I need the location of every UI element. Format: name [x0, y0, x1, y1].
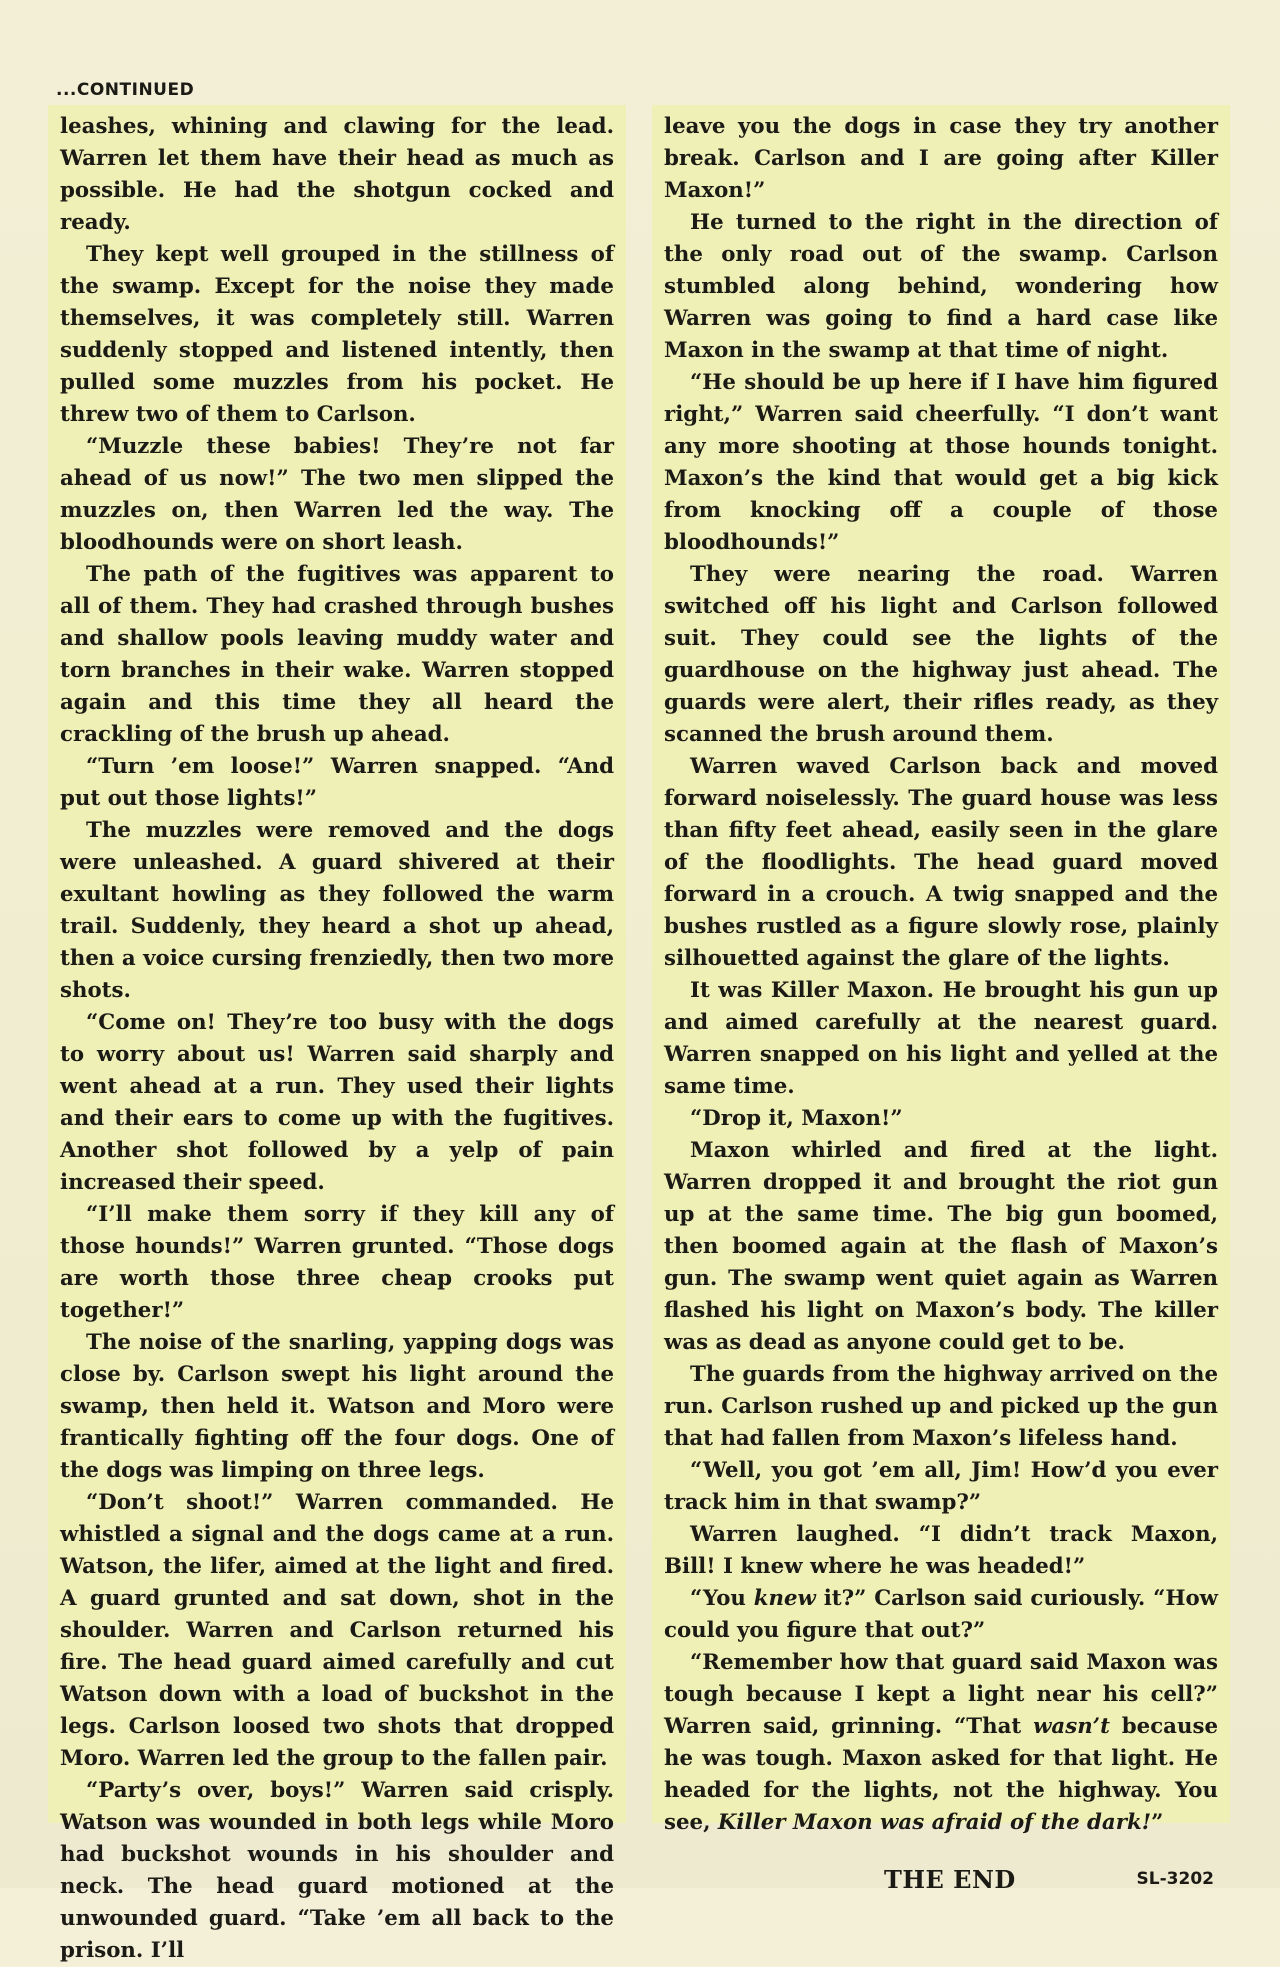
- text-run: it?” Carlson said curiously. “How could you figure that out?”: [664, 1586, 1218, 1643]
- paragraph: The path of the fugitives was apparent to all of them. They had crashed through bushes and shallow pools leaving muddy water and torn branches in their wake. Warren stopped again and this time they all heard the crackling of the brush up ahead.: [60, 562, 614, 747]
- paragraph: The noise of the snarling, yapping dogs was close by. Carlson swept his light around the swamp, then held it. Watson and Moro were frantically fighting off the four dogs. One of the dogs was limping on three legs.: [60, 1330, 614, 1483]
- paragraph: “Drop it, Maxon!”: [690, 1106, 903, 1131]
- paragraph: “Well, you got ’em all, Jim! How’d you ever track him in that swamp?”: [664, 1458, 1218, 1515]
- paragraph: leashes, whining and clawing for the lead. Warren let them have their head as much as possible. He had the shotgun cocked and ready.: [60, 114, 614, 235]
- text-run: because he was tough. Maxon asked for that light. He headed for the lights, not the highway. You see,: [664, 1714, 1218, 1835]
- text-run: “You: [690, 1586, 754, 1611]
- emphasis-knew: knew: [753, 1586, 816, 1611]
- paragraph: “Turn ’em loose!” Warren snapped. “And put out those lights!”: [60, 754, 614, 811]
- paragraph: “Don’t shoot!” Warren commanded. He whistled a signal and the dogs came at a run. Watson, the lifer, aimed at the light and fired. A guard grunted and sat down, shot in the shoulder. Warren and Carlson returned his fire. The head guard aimed carefully and cut Watson down with a load of buckshot in the legs. Carlson loosed two shots that dropped Moro. Warren led the group to the fallen pair.: [60, 1490, 614, 1771]
- paragraph: “Come on! They’re too busy with the dogs to worry about us! Warren said sharply and went ahead at a run. They used their lights and their ears to come up with the fugitives. Another shot followed by a yelp of pain increased their speed.: [60, 1010, 614, 1195]
- end-row: [664, 1865, 1218, 1905]
- right-text-column: [652, 105, 1230, 1894]
- paragraph: “He should be up here if I have him figured right,” Warren said cheerfully. “I don’t want any more shooting at those hounds tonight. Maxon’s the kind that would get a big kick from knocking off a couple of those bloodhounds!”: [664, 370, 1218, 555]
- emphasis-wasnt: wasn’t: [1033, 1714, 1110, 1739]
- paragraph: He turned to the right in the direction of the only road out of the swamp. Carlson stumbled along behind, wondering how Warren was going to find a hard case like Maxon in the swamp at that time of night.: [664, 210, 1218, 363]
- paragraph: The muzzles were removed and the dogs were unleashed. A guard shivered at their exultant howling as they followed the warm trail. Suddenly, they heard a shot up ahead, then a voice cursing frenziedly, then two more shots.: [60, 818, 614, 1003]
- story-code: SL-3202: [1136, 1869, 1214, 1889]
- paragraph: leave you the dogs in case they try another break. Carlson and I are going after Killer Maxon!”: [664, 114, 1218, 203]
- paragraph: They kept well grouped in the stillness of the swamp. Except for the noise they made themselves, it was completely still. Warren suddenly stopped and listened intently, then pulled some muzzles from his pocket. He threw two of them to Carlson.: [60, 242, 614, 427]
- left-text-column: [48, 105, 626, 1963]
- paragraph: “I’ll make them sorry if they kill any of those hounds!” Warren grunted. “Those dogs are worth those three cheap crooks put together!”: [60, 1202, 614, 1323]
- paragraph: [664, 1647, 1218, 1839]
- paragraph: Warren waved Carlson back and moved forward noiselessly. The guard house was less than fifty feet ahead, easily seen in the glare of the floodlights. The head guard moved forward in a crouch. A twig snapped and the bushes rustled as a figure slowly rose, plainly silhouetted against the glare of the lights.: [664, 754, 1218, 971]
- the-end-label: THE END: [884, 1865, 1016, 1894]
- text-run: “Remember how that guard said Maxon was tough because I kept a light near his cell?” Warren said, grinning. “That: [664, 1650, 1218, 1739]
- paragraph: Maxon whirled and fired at the light. Warren dropped it and brought the riot gun up at the same time. The big gun boomed, then boomed again at the flash of Maxon’s gun. The swamp went quiet again as Warren flashed his light on Maxon’s body. The killer was as dead as anyone could get to be.: [664, 1138, 1218, 1355]
- paragraph: They were nearing the road. Warren switched off his light and Carlson followed suit. They could see the lights of the guardhouse on the highway just ahead. The guards were alert, their rifles ready, as they scanned the brush around them.: [664, 562, 1218, 747]
- paragraph: It was Killer Maxon. He brought his gun up and aimed carefully at the nearest guard. Warren snapped on his light and yelled at the same time.: [664, 978, 1218, 1099]
- emphasis-final-line: Killer Maxon was afraid of the dark!: [717, 1810, 1152, 1835]
- text-run: ”: [1151, 1810, 1164, 1835]
- paragraph: The guards from the highway arrived on the run. Carlson rushed up and picked up the gun that had fallen from Maxon’s lifeless hand.: [664, 1362, 1218, 1451]
- paragraph: “Party’s over, boys!” Warren said crisply. Watson was wounded in both legs while Moro had buckshot wounds in his shoulder and neck. The head guard motioned at the unwounded guard. “Take ’em all back to the prison. I’ll: [60, 1778, 614, 1963]
- paragraph: [664, 1583, 1218, 1647]
- paragraph: Warren laughed. “I didn’t track Maxon, Bill! I knew where he was headed!”: [664, 1522, 1218, 1579]
- paragraph: “Muzzle these babies! They’re not far ahead of us now!” The two men slipped the muzzles on, then Warren led the way. The bloodhounds were on short leash.: [60, 434, 614, 555]
- continued-label: ...CONTINUED: [56, 80, 195, 100]
